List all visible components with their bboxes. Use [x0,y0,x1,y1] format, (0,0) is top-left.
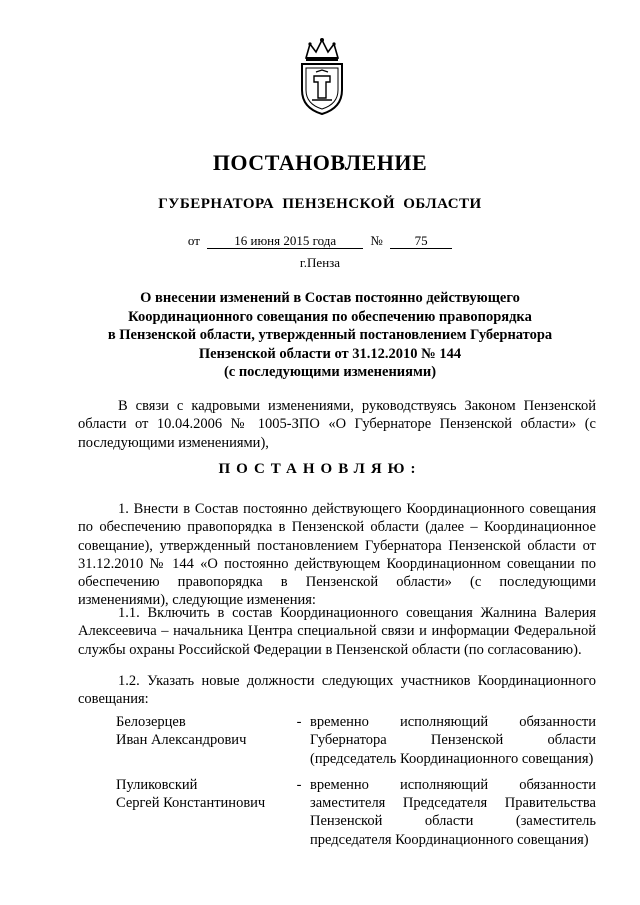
member-row [116,776,596,849]
document-number: 75 [390,234,452,249]
member-given-names: Сергей Константинович [116,795,266,812]
date-prefix: от [187,233,200,248]
member-position: временно исполняющий обязанности заместителя Председателя Правительства Пензенской области (заместитель председателя Координационного совещания) [310,776,596,848]
decree-word: ПОСТАНОВЛЯЮ: [218,461,422,477]
coat-of-arms-icon [296,36,348,116]
heading-line: Пензенской области от 31.12.2010 № 144 [198,345,462,362]
member-given-names: Иван Александрович [116,732,247,749]
document-city: г.Пенза [299,255,341,270]
document-subtitle: ГУБЕРНАТОРА ПЕНЗЕНСКОЙ ОБЛАСТИ [158,196,482,212]
member-row [116,713,596,768]
heading-line: О внесении изменений в Состав постоянно действующего [140,290,520,306]
heading-line: (с последующими изменениями) [223,364,437,380]
item-1-2-paragraph: 1.2. Указать новые должности следующих участников Координационного совещания: [78,673,596,708]
member-name [116,713,288,768]
member-dash: - [296,776,302,793]
date-number-line [0,233,640,249]
member-position: временно исполняющий обязанности Губернатора Пензенской области (председатель Координационного совещания) [310,714,596,767]
heading-line: в Пензенской области, утвержденный постановлением Губернатора [107,327,553,343]
item-1-1-paragraph: 1.1. Включить в состав Координационного совещания Жалнина Валерия Алексеевича – начальника Центра специальной связи и информации Федеральной службы охраны Российской Федерации в Пензенской области (по согласованию). [78,605,596,658]
number-prefix: № [370,233,383,248]
member-dash: - [296,714,302,730]
member-name [116,776,288,849]
member-surname: Пуликовский [116,776,198,793]
member-surname: Белозерцев [116,714,186,730]
document-date: 16 июня 2015 года [207,234,363,249]
heading-line: Координационного совещания по обеспечению правопорядка [128,308,532,325]
item-1-paragraph: 1. Внести в Состав постоянно действующего Координационного совещания по обеспечению правопорядка в Пензенской области (далее – Координационное совещание), утвержденный постановлением Губернатора Пензенской области от 31.12.2010 № 144 «О постоянно действующем Координационном совещании по обеспечению правопорядка в Пензенской области» (с последующими изменениями), следующие изменения: [78,501,596,609]
document-heading [80,289,580,382]
intro-paragraph: В связи с кадровыми изменениями, руководствуясь Законом Пензенской области от 10.04.2006 № 1005-ЗПО «О Губернаторе Пензенской области» (с последующими изменениями), [78,398,596,451]
document-title: ПОСТАНОВЛЕНИЕ [212,150,428,175]
members-list [116,713,596,857]
